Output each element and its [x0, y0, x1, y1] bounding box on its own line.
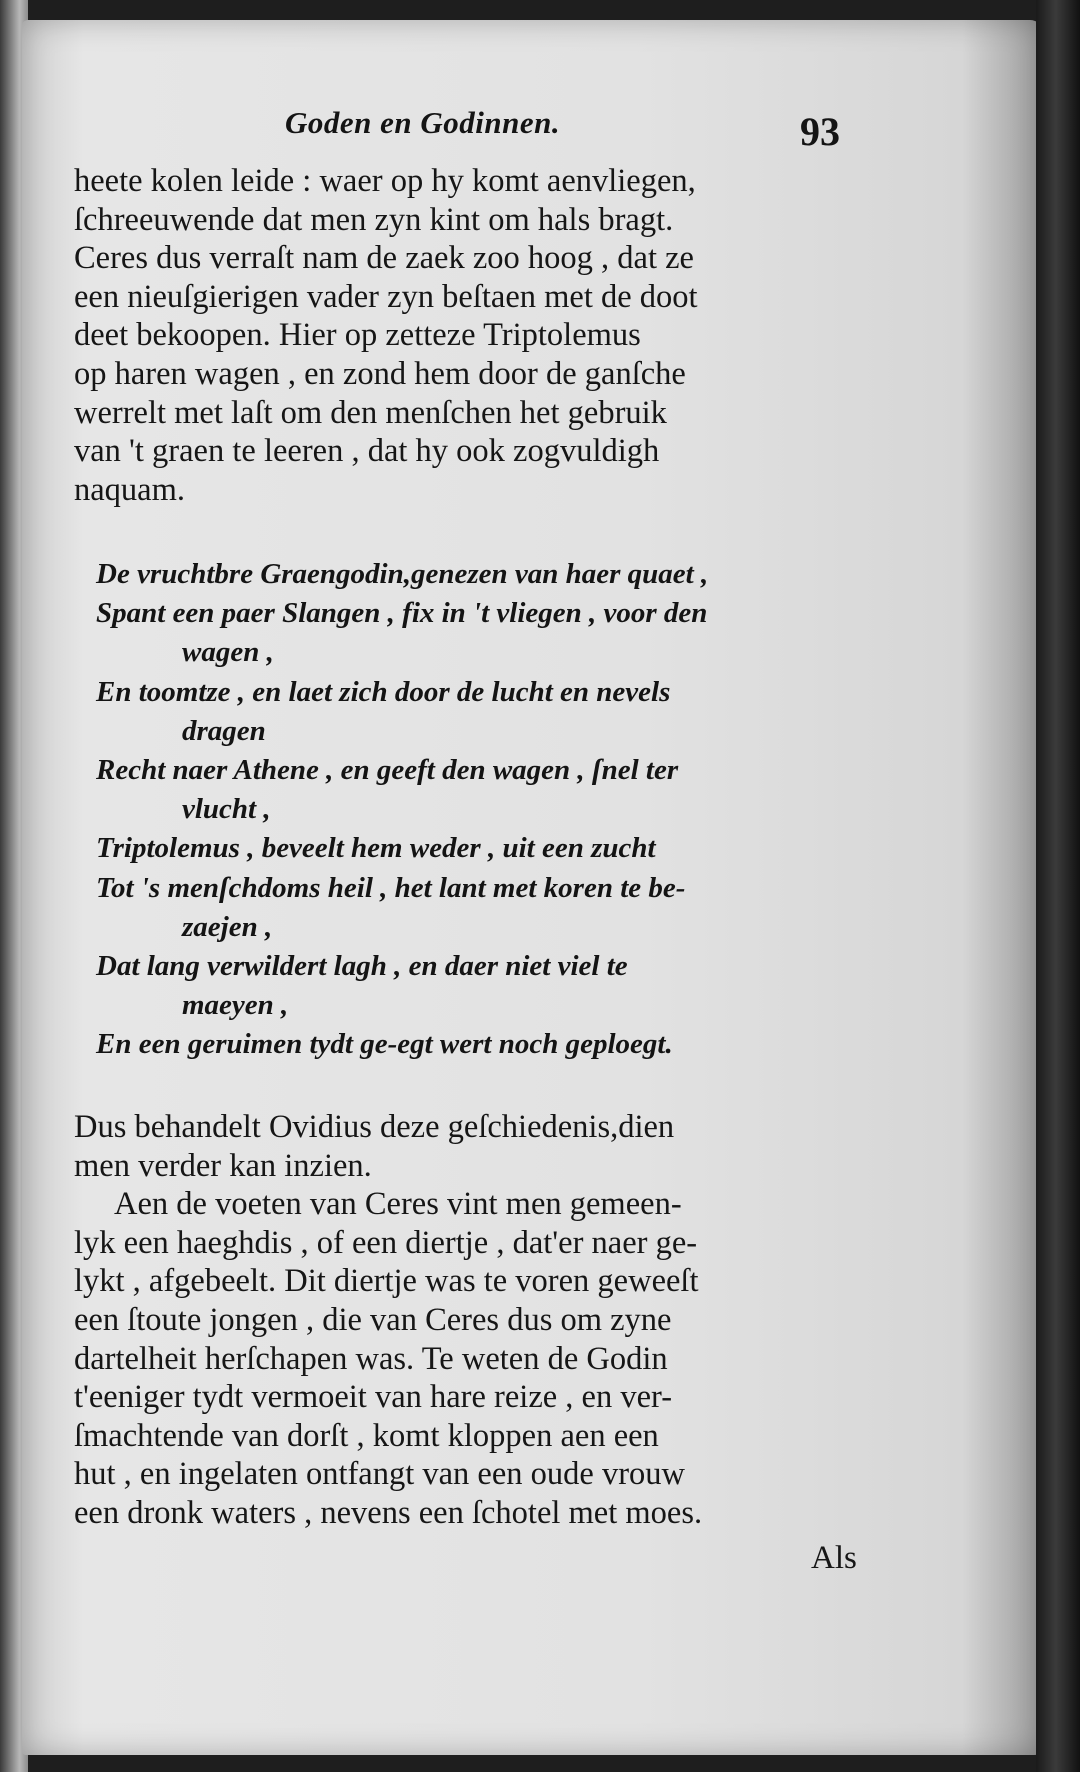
verse-line: Tot 's menſchdoms heil , het lant met koren te be-	[96, 871, 686, 904]
text-line: ſchreeuwende dat men zyn kint om hals bragt.	[74, 201, 674, 238]
text-line: een dronk waters , nevens een ſchotel met moes.	[74, 1494, 703, 1531]
verse-line-continuation: maeyen ,	[182, 989, 289, 1022]
verse-line-continuation: dragen	[182, 714, 266, 747]
text-line: ſmachtende van dorſt , komt kloppen aen een	[74, 1417, 659, 1454]
text-line: een nieuſgierigen vader zyn beſtaen met de doot	[74, 278, 698, 315]
verse-line: Triptolemus , beveelt hem weder , uit een zucht	[96, 832, 656, 865]
text-line: Aen de voeten van Ceres vint men gemeen-	[114, 1186, 682, 1223]
text-line: men verder kan inzien.	[74, 1147, 372, 1184]
text-line: dartelheit herſchapen was. Te weten de Godin	[74, 1340, 668, 1377]
text-line: naquam.	[74, 471, 186, 508]
verse-line: De vruchtbre Graengodin,genezen van haer quaet ,	[96, 558, 709, 590]
verse-line: Dat lang verwildert lagh , en daer niet viel te	[96, 950, 628, 983]
verse-line: En een geruimen tydt ge-egt wert noch geploegt.	[96, 1028, 673, 1061]
verse-line-continuation: zaejen ,	[182, 910, 273, 943]
running-head: Goden en Godinnen.	[285, 105, 561, 140]
text-line: lykt , afgebeelt. Dit diertje was te voren geweeſt	[74, 1263, 699, 1300]
verse-quotation	[96, 555, 708, 1065]
paragraph-1	[74, 162, 698, 509]
page-number: 93	[800, 109, 840, 154]
text-line: lyk een haeghdis , of een diertje , dat'er naer ge-	[74, 1224, 698, 1261]
verse-line: Spant een paer Slangen , fix in 't vliegen , voor den	[96, 597, 708, 630]
verse-line-continuation: vlucht ,	[182, 793, 271, 826]
text-line: van 't graen te leeren , dat hy ook zogvuldigh	[74, 433, 660, 470]
text-line: Dus behandelt Ovidius deze geſchiedenis,dien	[74, 1109, 675, 1145]
text-line: Ceres dus verraſt nam de zaek zoo hoog , dat ze	[74, 240, 694, 277]
book-binding-edge	[1036, 0, 1080, 1772]
text-line: heete kolen leide : waer op hy komt aenvliegen,	[74, 163, 696, 199]
verse-line: Recht naer Athene , en geeft den wagen , ſnel ter	[96, 754, 679, 787]
paragraph-2	[74, 1108, 702, 1533]
verse-line-continuation: wagen ,	[182, 636, 274, 669]
text-line: hut , en ingelaten ontfangt van een oude vrouw	[74, 1456, 685, 1493]
catchword: Als	[811, 1540, 857, 1576]
verse-line: En toomtze , en laet zich door de lucht en nevels	[96, 675, 671, 708]
text-line: een ſtoute jongen , die van Ceres dus om zyne	[74, 1301, 672, 1338]
text-line: op haren wagen , en zond hem door de ganſche	[74, 355, 686, 392]
text-line: t'eeniger tydt vermoeit van hare reize , en ver-	[74, 1379, 673, 1416]
text-line: werrelt met laſt om den menſchen het gebruik	[74, 394, 667, 431]
text-line: deet bekoopen. Hier op zetteze Triptolemus	[74, 317, 641, 354]
